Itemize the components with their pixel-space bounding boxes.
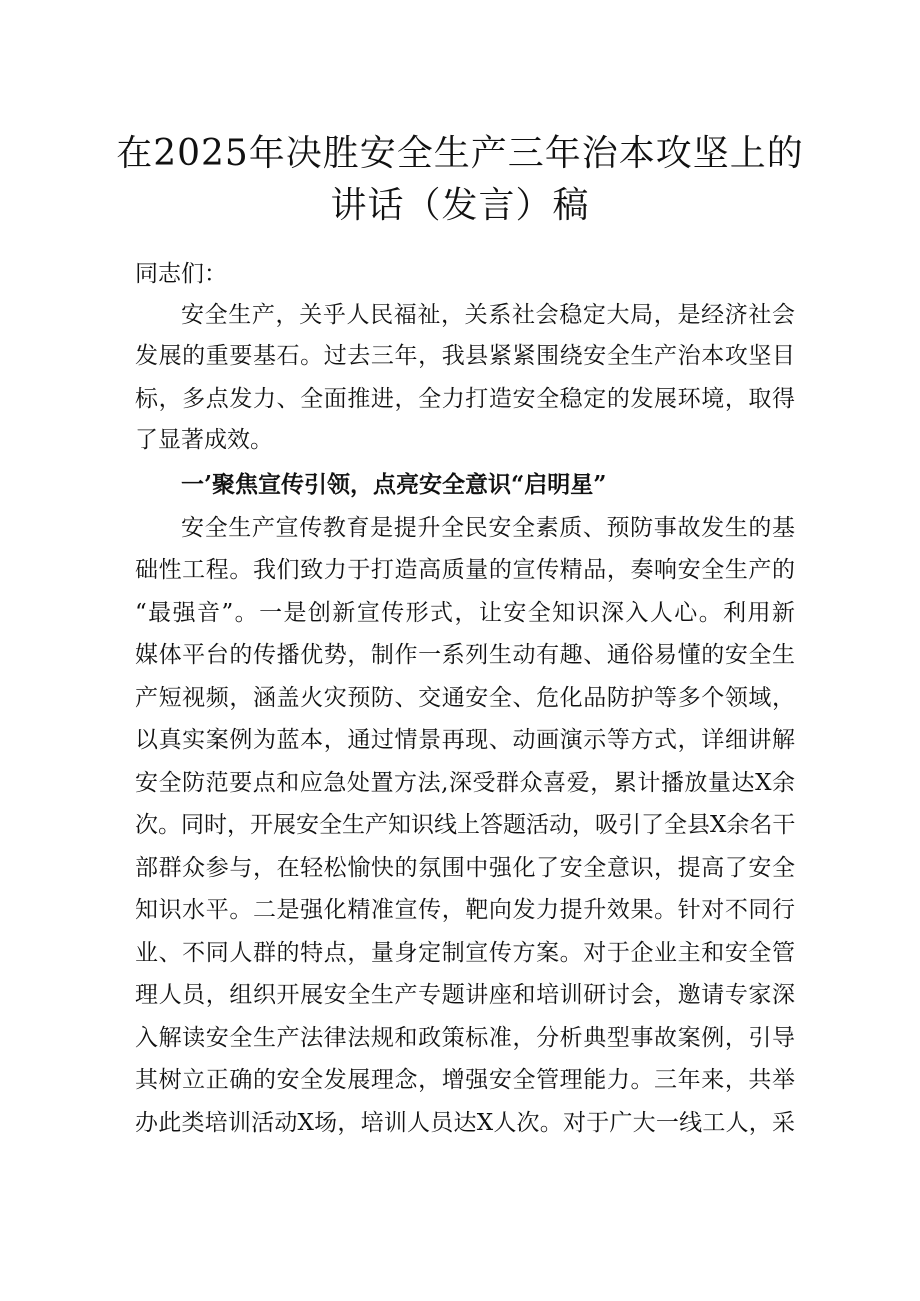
paragraph-line: 础性工程。我们致力于打造高质量的宣传精品，奏响安全生产的	[135, 557, 795, 583]
document-title-line-2: 讲话（发言）稿	[330, 185, 590, 226]
paragraph-line: 知识水平。二是强化精准宣传，靶向发力提升效果。针对不同行	[135, 897, 795, 923]
paragraph-line: 理人员，组织开展安全生产专题讲座和培训研讨会，邀请专家深	[135, 982, 795, 1008]
paragraph-line: 安全生产宣传教育是提升全民安全素质、预防事故发生的基	[181, 515, 795, 541]
paragraph-line: 安全防范要点和应急处置方法,深受群众喜爱，累计播放量达X余	[135, 770, 795, 796]
paragraph-line: 标，多点发力、全面推进，全力打造安全稳定的发展环境，取得	[135, 386, 795, 412]
paragraph-line: 办此类培训活动X场，培训人员达X人次。对于广大一线工人，采	[135, 1110, 795, 1136]
paragraph-line: 入解读安全生产法律法规和政策标准，分析典型事故案例，引导	[135, 1025, 795, 1051]
paragraph-line: 发展的重要基石。过去三年，我县紧紧围绕安全生产治本攻坚目	[135, 343, 795, 369]
paragraph-line: 安全生产，关乎人民福祉，关系社会稳定大局，是经济社会	[181, 302, 795, 328]
paragraph-line: 以真实案例为蓝本，通过情景再现、动画演示等方式，详细讲解	[135, 727, 795, 753]
paragraph-line: 部群众参与，在轻松愉快的氛围中强化了安全意识，提高了安全	[135, 855, 795, 881]
paragraph-line: “最强音”。一是创新宣传形式，让安全知识深入人心。利用新	[135, 600, 795, 626]
paragraph-line: 其树立正确的安全发展理念，增强安全管理能力。三年来，共举	[135, 1067, 795, 1093]
paragraph-line: 媒体平台的传播优势，制作一系列生动有趣、通俗易懂的安全生	[135, 642, 795, 668]
section-heading: 一’聚焦宣传引领，点亮安全意识“启明星”	[181, 471, 607, 498]
paragraph-line: 了显著成效。	[135, 427, 273, 453]
paragraph-line: 产短视频，涵盖火灾预防、交通安全、危化品防护等多个领域，	[135, 685, 795, 711]
paragraph-line: 业、不同人群的特点，量身定制宣传方案。对于企业主和安全管	[135, 940, 795, 966]
paragraph-line: 次。同时，开展安全生产知识线上答题活动，吸引了全县X余名干	[135, 812, 796, 838]
document-title-line-1: 在2025年决胜安全生产三年治本攻坚上的	[116, 133, 804, 174]
salutation: 同志们：	[135, 261, 227, 287]
